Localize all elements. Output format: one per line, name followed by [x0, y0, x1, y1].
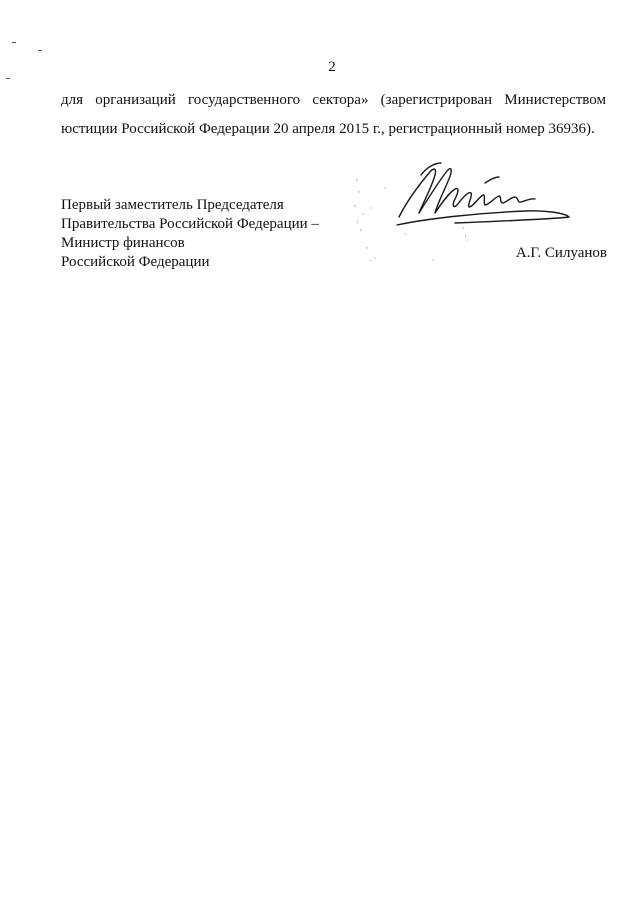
page-number: 2	[328, 59, 336, 75]
signer-name: А.Г. Силуанов	[515, 245, 607, 261]
body-paragraph	[61, 86, 606, 144]
scan-speck	[6, 78, 10, 79]
signatory-title	[61, 196, 319, 272]
signatory-title-line-3: Министр финансов	[61, 235, 185, 251]
signatory-title-line-2: Правительства Российской Федерации –	[61, 216, 319, 232]
signatory-title-line-1: Первый заместитель Председателя	[61, 197, 284, 213]
scan-speck	[38, 50, 42, 51]
body-line-1: для организаций государственного сектора» (зарегистрирован Министерством	[61, 92, 606, 108]
signatory-title-line-4: Российской Федерации	[61, 254, 210, 270]
body-line-2: юстиции Российской Федерации 20 апреля 2015 г., регистрационный номер 36936).	[61, 121, 595, 137]
scan-speck	[12, 42, 16, 43]
signature	[385, 155, 580, 235]
